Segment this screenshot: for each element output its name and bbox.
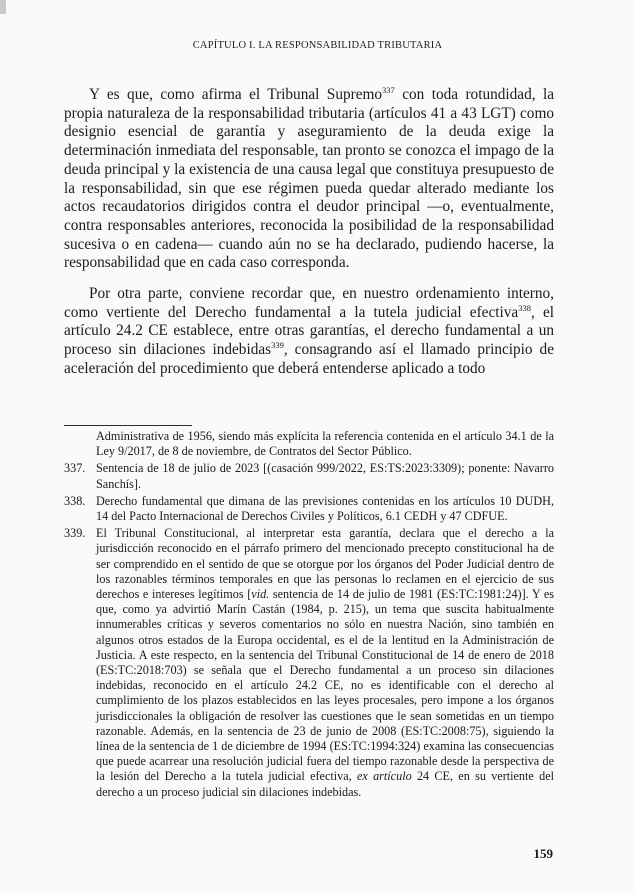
- paragraph-1-text-b: con toda rotundidad, la propia naturaleza de la responsabilidad tributaria (artículos 41 a 43 LGT) como designio esencial de garantía y aseguramiento de la deuda exige la determinación inmediata del responsable, tan pronto se conozca el impago de la deuda principal y la existencia de una causa legal que constituya presupuesto de la responsabilidad, sin que ese régimen pueda quedar alterado mediante los actos recaudatorios dirigidos contra el deudor principal —o, eventualmente, contra responsables anteriores, reconocida la posibilidad de la responsabilidad sucesiva o en cadena— cuando aún no se ha declarado, pudiendo hacerse, la responsabilidad que en cada caso corresponda.: [64, 86, 555, 272]
- running-head: CAPÍTULO I. LA RESPONSABILIDAD TRIBUTARIA: [192, 40, 443, 51]
- footnote-number: 339.: [64, 526, 86, 541]
- footnote-text-c: 24 CE, en su vertiente del derecho a un proceso judicial sin dilaciones indebidas.: [96, 769, 554, 799]
- footnote-number: 338.: [64, 493, 86, 508]
- footnote-text-a: El Tribunal Constitucional, al interpretar esta garantía, declara que el derecho a la jurisdicción reconocido en el párrafo primero del mencionado precepto constitucional ha de ser comprendido en el sentido de que se otorgue por los órganos del Poder Judicial dentro de los razonables términos temporales en que las personas lo reclamen en el ejercicio de sus derechos e intereses legítimos [: [96, 526, 554, 602]
- main-text: [64, 86, 554, 379]
- footnote-continued: [64, 429, 554, 459]
- scan-edge-mark: [0, 0, 6, 14]
- paragraph-1: [64, 86, 554, 273]
- footnote-number: 337.: [64, 461, 86, 476]
- footnote-separator: [64, 425, 192, 426]
- footnote-337: [64, 461, 554, 491]
- page-number: 159: [533, 846, 553, 861]
- footnotes: [64, 429, 554, 800]
- paragraph-2-text-a: Por otra parte, conviene recordar que, en nuestro ordenamiento interno, como vertiente del Derecho fundamental a la tutela judicial efectiva: [64, 285, 554, 321]
- footnote-ref-337[interactable]: 337: [382, 85, 395, 95]
- footnote-continued-text: Administrativa de 1956, siendo más explícita la referencia contenida en el artículo 34.1 de la Ley 9/2017, de 8 de noviembre, de Contratos del Sector Público.: [96, 429, 554, 459]
- paragraph-2: [64, 285, 554, 379]
- footnote-vid: vid.: [251, 587, 270, 602]
- footnote-ex-articulo: ex artículo: [356, 769, 412, 784]
- footnote-339: [64, 526, 554, 800]
- paragraph-2-text-b: , el artículo 24.2 CE establece, entre otras garantías, el derecho fundamental a un proceso sin dilaciones indebidas: [64, 303, 554, 359]
- footnote-338: [64, 494, 554, 524]
- footnote-ref-339[interactable]: 339: [271, 340, 284, 351]
- paragraph-1-text-a: Y es que, como afirma el Tribunal Supremo: [89, 86, 383, 103]
- footnote-text: Derecho fundamental que dimana de las previsiones contenidas en los artículos 10 DUDH, 14 del Pacto Internacional de Derechos Civiles y Políticos, 6.1 CEDH y 47 CDFUE.: [96, 493, 554, 524]
- footnote-text: Sentencia de 18 de julio de 2023 [(casación 999/2022, ES:TS:2023:3309); ponente: Navarro Sanchís].: [96, 461, 554, 491]
- paragraph-2-text-c: , consagrando así el llamado principio de aceleración del procedimiento que deberá entenderse aplicado a todo: [64, 341, 554, 377]
- footnote-ref-338[interactable]: 338: [518, 302, 531, 313]
- footnote-text-b: sentencia de 14 de julio de 1981 (ES:TC:1981:24)]. Y es que, como ya advirtió Marín Castán (1984, p. 215), un tema que suscita habitualmente innumerables críticas y severos comentarios no sólo en nuestra Nación, sino también en algunos otros estados de la Europa occidental, es el de la lentitud en la Administración de Justicia. A este respecto, en la sentencia del Tribunal Constitucional de 14 de enero de 2018 (ES:TC:2018:703) se señala que el Derecho fundamental a un proceso sin dilaciones indebidas, reconocido en el artículo 24.2 CE, no es identificable con el derecho al cumplimiento de los plazos establecidos en las leyes procesales, pero impone a los órganos jurisdiccionales la obligación de resolver las cuestiones que le sean sometidas en un tiempo razonable. Además, en la sentencia de 23 de junio de 2008 (ES:TC:2008:75), siguiendo la línea de la sentencia de 1 de diciembre de 1994 (ES:TC:1994:324) examina las consecuencias que puede acarrear una resolución judicial fuera del tiempo razonable desde la perspectiva de la lesión del Derecho a la tutela judicial efectiva,: [96, 587, 555, 784]
